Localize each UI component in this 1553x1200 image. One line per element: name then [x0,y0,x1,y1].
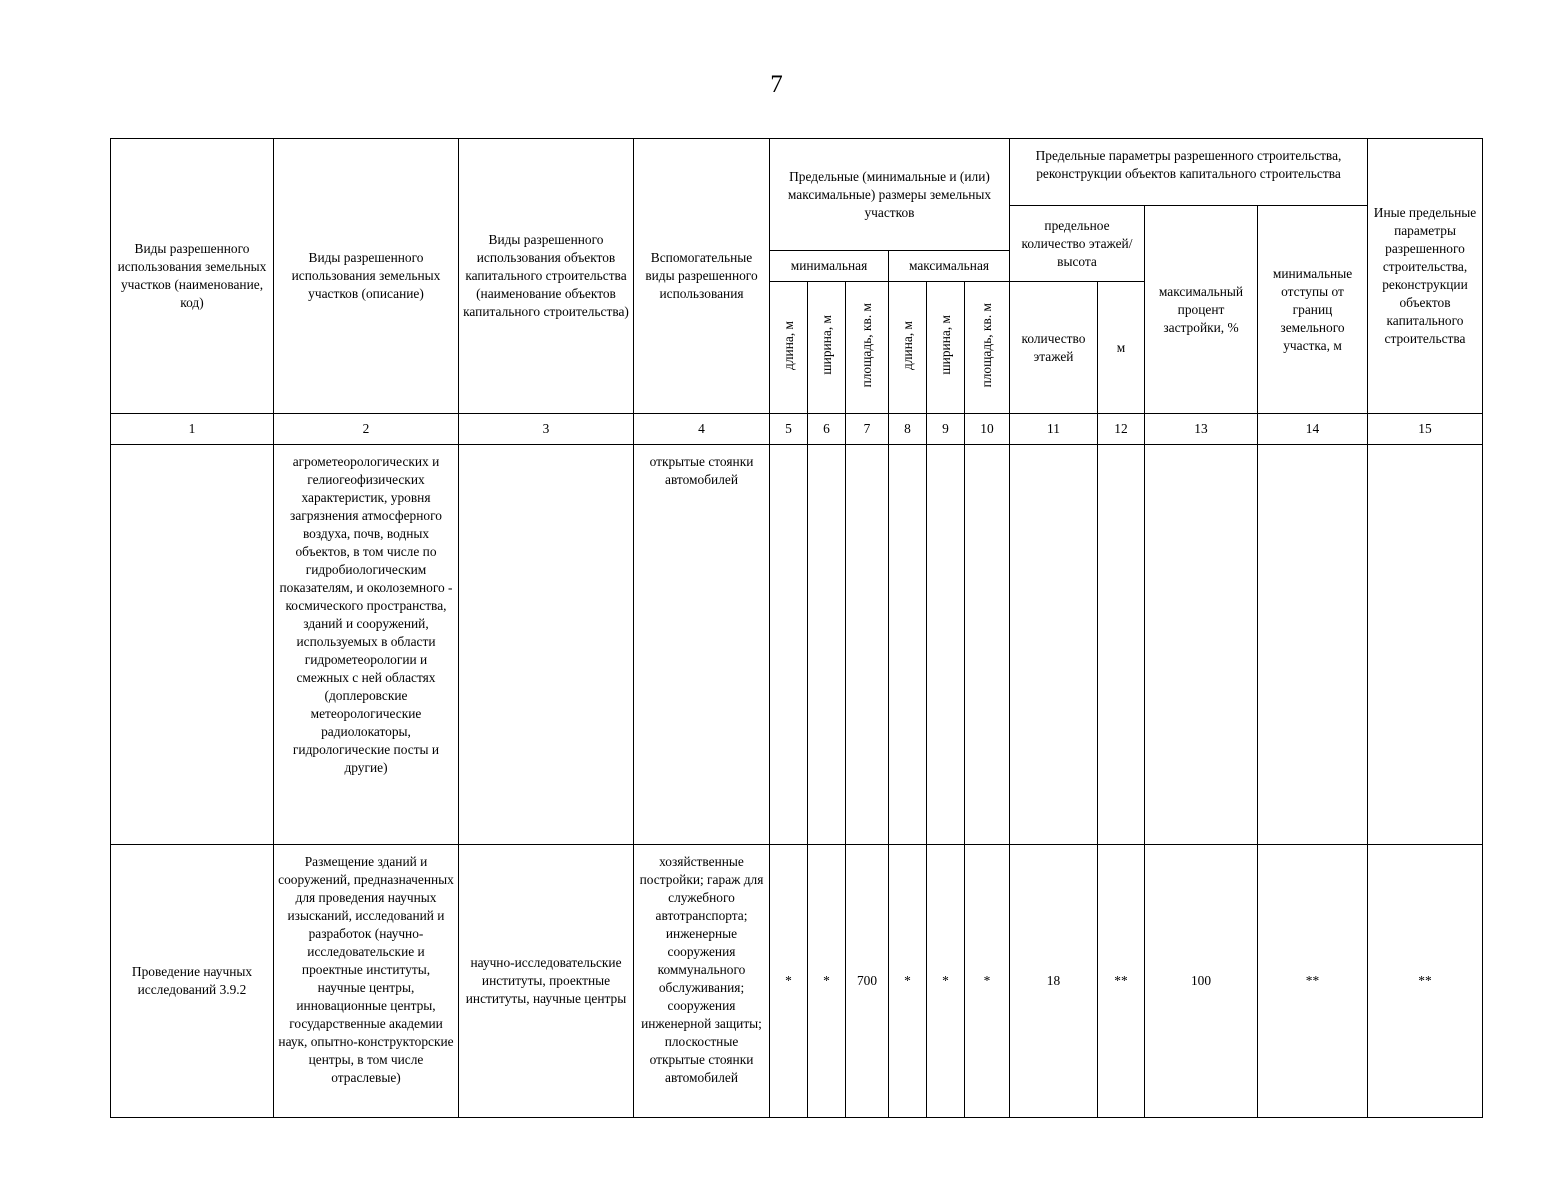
cell-max-area [965,445,1010,845]
cell-land-use-description: Размещение зданий и сооружений, предназначенных для проведения научных изысканий, исследований и разработок (научно-исследовательские и проектные институты, научные центры, инновационные центры, государственные академии наук, опытно-конструкторские центры, в том числе отраслевые) [274,845,459,1118]
cell-min-area: 700 [846,845,889,1118]
header-max-length: длина, м [899,320,915,370]
header-floors-group: предельное количество этажей/высота [1010,206,1145,282]
cell-max-width: * [927,845,965,1118]
cell-min-length: * [770,845,808,1118]
header-min-width: ширина, м [818,315,834,375]
header-min: минимальная [770,251,889,282]
cell-other: ** [1368,845,1483,1118]
cell-capital-objects: научно-исследовательские институты, проектные институты, научные центры [459,845,634,1118]
header-max-area: площадь, кв. м [979,302,994,388]
header-meters: м [1098,282,1145,414]
cell-land-use-name [111,445,274,845]
cell-auxiliary-uses: хозяйственные постройки; гараж для служебного автотранспорта; инженерные сооружения коммунального обслуживания; сооружения инженерной защиты; плоскостные открытые стоянки автомобилей [634,845,770,1118]
cell-land-use-name: Проведение научных исследований 3.9.2 [111,845,274,1118]
table-row [111,445,1483,845]
header-col4: Вспомогательные виды разрешенного использования [634,139,770,414]
header-max-width: ширина, м [937,315,953,375]
col-number: 3 [459,414,634,445]
cell-min-setback [1258,445,1368,845]
cell-max-length [889,445,927,845]
header-col1: Виды разрешенного использования земельных участков (наименование, код) [111,139,274,414]
cell-other [1368,445,1483,845]
header-min-length: длина, м [780,320,796,370]
cell-min-area [846,445,889,845]
cell-auxiliary-uses: открытые стоянки автомобилей [634,445,770,845]
col-number: 5 [770,414,808,445]
col-number: 11 [1010,414,1098,445]
cell-max-length: * [889,845,927,1118]
col-number: 14 [1258,414,1368,445]
header-other-params: Иные предельные параметры разрешенного строительства, реконструкции объектов капитального строительства [1368,139,1483,414]
col-number: 1 [111,414,274,445]
table-row [111,845,1483,1118]
header-build-params: Предельные параметры разрешенного строительства, реконструкции объектов капитального строительства [1010,139,1368,206]
cell-max-percent [1145,445,1258,845]
header-min-setback: минимальные отступы от границ земельного участка, м [1258,206,1368,414]
land-use-table [110,138,1483,1118]
col-number: 7 [846,414,889,445]
page-number: 7 [770,71,783,98]
cell-land-use-description: агрометеорологических и гелиогеофизических характеристик, уровня загрязнения атмосферного воздуха, почв, водных объектов, в том числе по гидробиологическим показателям, и околоземного - космического пространства, зданий и сооружений, используемых в области гидрометеорологии и смежных с ней областях (доплеровские метеорологические радиолокаторы, гидрологические посты и другие) [274,445,459,845]
cell-floors [1010,445,1098,845]
col-number: 9 [927,414,965,445]
header-max: максимальная [889,251,1010,282]
col-number: 12 [1098,414,1145,445]
header-plot-sizes: Предельные (минимальные и (или) максимальные) размеры земельных участков [770,139,1010,251]
cell-height [1098,445,1145,845]
cell-min-width: * [808,845,846,1118]
col-number: 6 [808,414,846,445]
header-max-percent: максимальный процент застройки, % [1145,206,1258,414]
col-number: 8 [889,414,927,445]
cell-max-width [927,445,965,845]
cell-min-length [770,445,808,845]
col-number: 15 [1368,414,1483,445]
col-number: 10 [965,414,1010,445]
cell-max-percent: 100 [1145,845,1258,1118]
col-number: 2 [274,414,459,445]
header-col2: Виды разрешенного использования земельных участков (описание) [274,139,459,414]
cell-min-width [808,445,846,845]
cell-floors: 18 [1010,845,1098,1118]
cell-max-area: * [965,845,1010,1118]
col-number: 4 [634,414,770,445]
col-number: 13 [1145,414,1258,445]
header-col3: Виды разрешенного использования объектов капитального строительства (наименование объектов капитального строительства) [459,139,634,414]
cell-min-setback: ** [1258,845,1368,1118]
cell-capital-objects [459,445,634,845]
header-min-area: площадь, кв. м [859,302,874,388]
cell-height: ** [1098,845,1145,1118]
header-floors-count: количество этажей [1010,282,1098,414]
